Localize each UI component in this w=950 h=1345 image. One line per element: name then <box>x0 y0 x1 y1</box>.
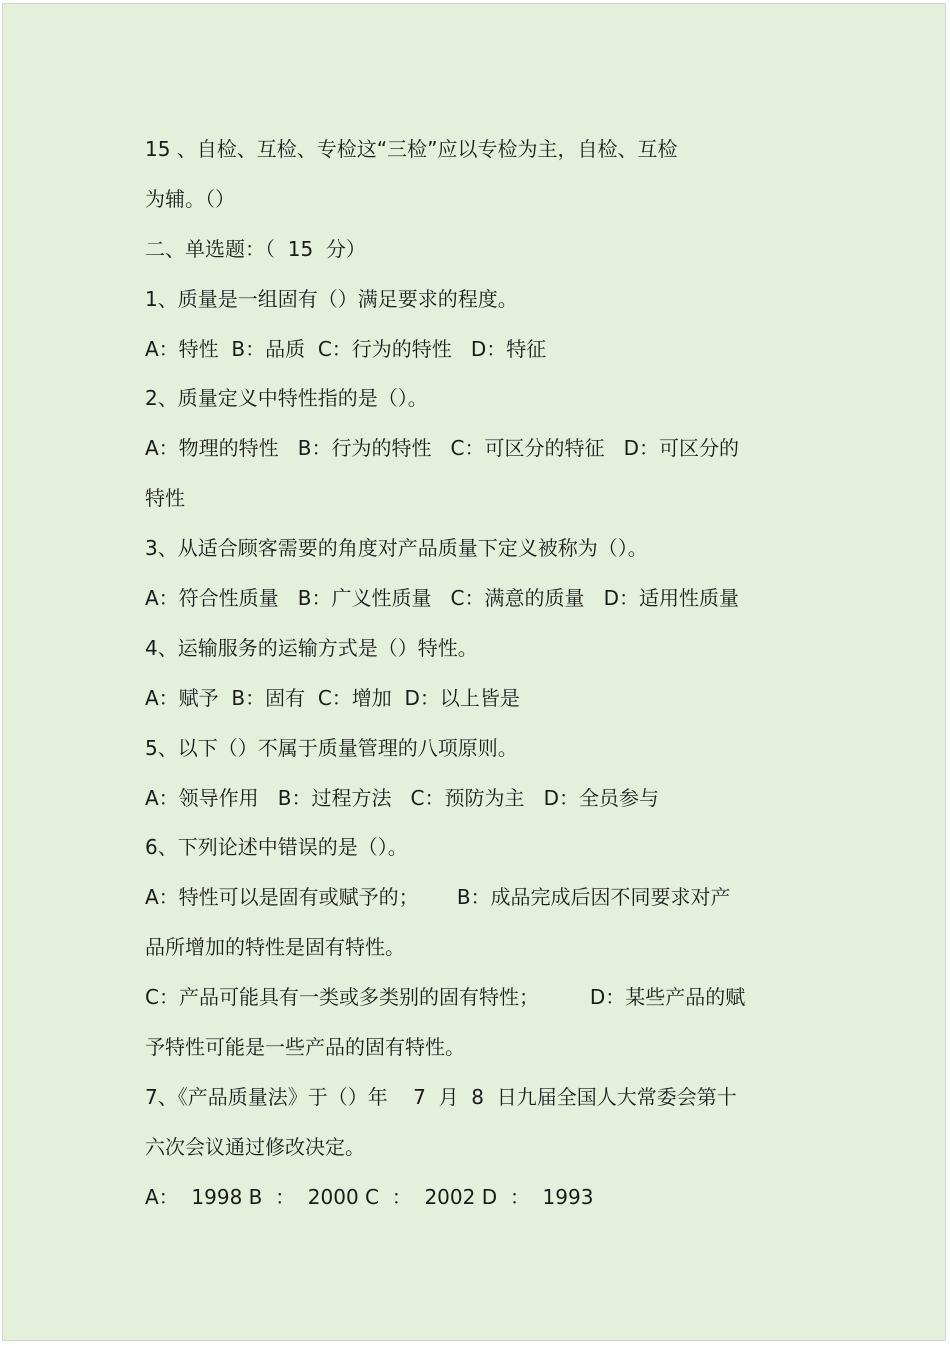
question-1: 1、质量是一组固有（）满足要求的程度。 <box>145 286 518 311</box>
question-3: 3、从适合顾客需要的角度对产品质量下定义被称为（）。 <box>145 536 648 561</box>
question-15-line-1: 15 、自检、互检、专检这“三检”应以专检为主，自检、互检 <box>145 137 678 161</box>
question-7-line-2: 六次会议通过修改决定。 <box>145 1134 365 1159</box>
question-2: 2、质量定义中特性指的是（）。 <box>145 386 428 411</box>
question-6-options-line-4: 予特性可能是一些产品的固有特性。 <box>145 1035 465 1060</box>
question-2-options-line-1: A：物理的特性 B：行为的特性 C：可区分的特征 D：可区分的 <box>145 436 739 461</box>
question-1-options: A：特性 B：品质 C：行为的特性 D：特征 <box>145 336 547 361</box>
section-heading: 二、单选题：（ 15 分） <box>145 236 366 261</box>
question-7-line-1: 7、《产品质量法》于（）年 7 月 8 日九届全国人大常委会第十 <box>145 1084 737 1109</box>
question-7-options: A： 1998 B ： 2000 C ： 2002 D ： 1993 <box>145 1184 594 1209</box>
question-5-options: A：领导作用 B：过程方法 C：预防为主 D：全员参与 <box>145 785 659 810</box>
question-3-options: A：符合性质量 B：广义性质量 C：满意的质量 D：适用性质量 <box>145 586 739 611</box>
question-4: 4、运输服务的运输方式是（）特性。 <box>145 635 478 660</box>
question-6-options-line-1: A：特性可以是固有或赋予的； B：成品完成后因不同要求对产 <box>145 885 731 910</box>
question-6: 6、下列论述中错误的是（）。 <box>145 835 408 860</box>
question-4-options: A：赋予 B：固有 C：增加 D：以上皆是 <box>145 685 520 710</box>
question-15-line-2: 为辅。（） <box>145 186 235 211</box>
document-content <box>145 125 815 1223</box>
document-page <box>2 3 946 1341</box>
question-6-options-line-2: 品所增加的特性是固有特性。 <box>145 935 405 960</box>
question-6-options-line-3: C：产品可能具有一类或多类别的固有特性； D：某些产品的赋 <box>145 985 746 1010</box>
question-5: 5、以下（）不属于质量管理的八项原则。 <box>145 735 518 760</box>
question-2-options-line-2: 特性 <box>145 486 185 511</box>
